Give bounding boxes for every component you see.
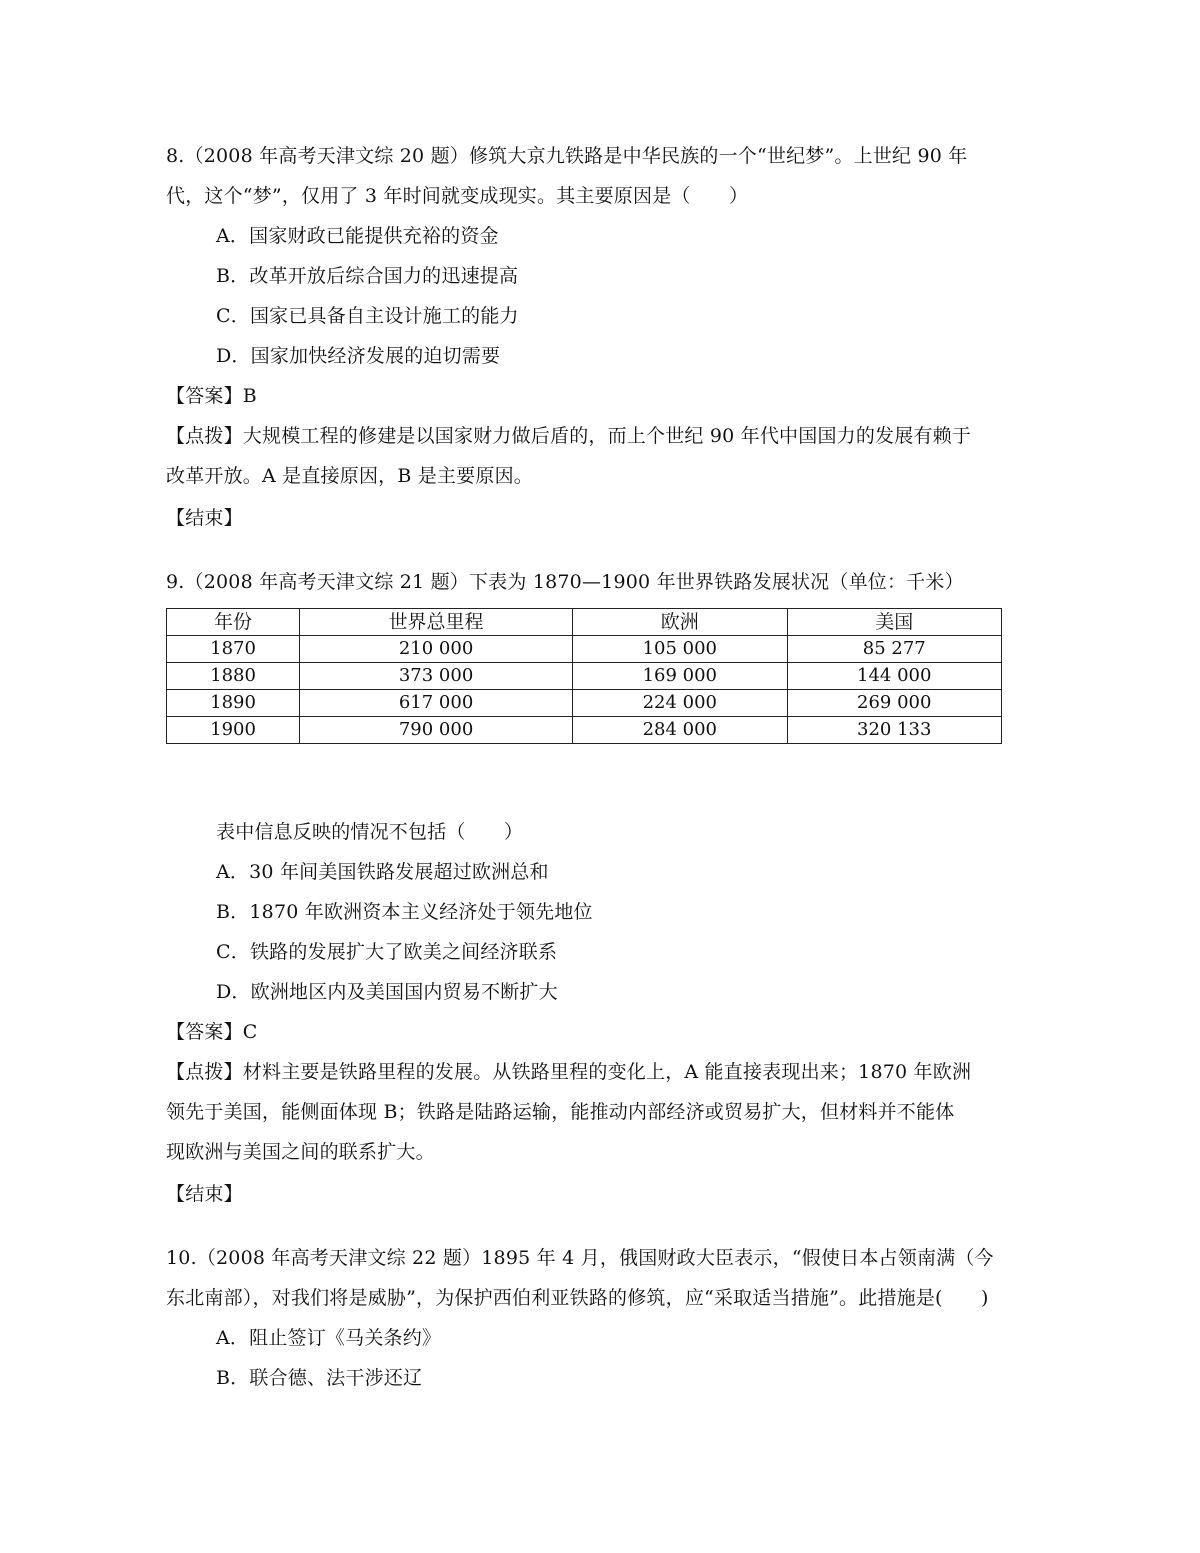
- table-cell: 1890: [167, 690, 300, 717]
- table-row: [167, 636, 1002, 663]
- q9-answer: 【答案】C: [166, 1021, 258, 1043]
- q9-hint-line3: 现欧洲与美国之间的联系扩大。: [166, 1141, 435, 1163]
- table-cell: 617 000: [300, 690, 573, 717]
- table-row: [167, 690, 1002, 717]
- q10-option-a: A．阻止签订《马关条约》: [216, 1327, 442, 1349]
- table-cell: 1900: [167, 717, 300, 744]
- q9-end: 【结束】: [166, 1183, 243, 1205]
- q8-option-b: B．改革开放后综合国力的迅速提高: [216, 265, 519, 287]
- q10-option-b: B．联合德、法干涉还辽: [216, 1367, 423, 1389]
- q8-option-c: C．国家已具备自主设计施工的能力: [216, 305, 519, 327]
- table-cell: 210 000: [300, 636, 573, 663]
- q8-option-d: D．国家加快经济发展的迫切需要: [216, 345, 501, 367]
- table-cell: 373 000: [300, 663, 573, 690]
- q9-option-c: C．铁路的发展扩大了欧美之间经济联系: [216, 941, 558, 963]
- q9-hint-line2: 领先于美国，能侧面体现 B；铁路是陆路运输，能推动内部经济或贸易扩大，但材料并不能体: [166, 1101, 955, 1123]
- table-cell: 105 000: [573, 636, 787, 663]
- table-cell: 224 000: [573, 690, 787, 717]
- q9-option-d: D．欧洲地区内及美国国内贸易不断扩大: [216, 981, 558, 1003]
- table-header-usa: 美国: [787, 609, 1001, 636]
- q9-option-a: A．30 年间美国铁路发展超过欧洲总和: [216, 861, 549, 883]
- railway-table: [166, 608, 1002, 744]
- q9-stem: 9.（2008 年高考天津文综 21 题）下表为 1870—1900 年世界铁路发展状况（单位：千米）: [166, 571, 964, 593]
- q9-question: 表中信息反映的情况不包括（ ）: [216, 821, 524, 843]
- q8-answer: 【答案】B: [166, 385, 257, 407]
- table-cell: 85 277: [787, 636, 1001, 663]
- table-row: [167, 717, 1002, 744]
- table-cell: 1880: [167, 663, 300, 690]
- table-row: [167, 663, 1002, 690]
- table-cell: 790 000: [300, 717, 573, 744]
- q9-hint-line1: 【点拨】材料主要是铁路里程的发展。从铁路里程的变化上，A 能直接表现出来；1870 年欧洲: [166, 1061, 972, 1083]
- table-cell: 169 000: [573, 663, 787, 690]
- table-header-world: 世界总里程: [300, 609, 573, 636]
- table-cell: 320 133: [787, 717, 1001, 744]
- q8-hint-line2: 改革开放。A 是直接原因，B 是主要原因。: [166, 465, 533, 487]
- q10-stem-line1: 10.（2008 年高考天津文综 22 题）1895 年 4 月，俄国财政大臣表示，“假使日本占领南满（今: [166, 1247, 994, 1269]
- q8-end: 【结束】: [166, 507, 243, 529]
- table-header-year: 年份: [167, 609, 300, 636]
- q10-stem-line2: 东北南部），对我们将是威胁”，为保护西伯利亚铁路的修筑，应“采取适当措施”。此措施是( ): [166, 1287, 989, 1309]
- table-header-row: [167, 609, 1002, 636]
- table-cell: 144 000: [787, 663, 1001, 690]
- table-cell: 269 000: [787, 690, 1001, 717]
- q8-stem-line1: 8.（2008 年高考天津文综 20 题）修筑大京九铁路是中华民族的一个“世纪梦”。上世纪 90 年: [166, 145, 968, 167]
- table-header-europe: 欧洲: [573, 609, 787, 636]
- table-cell: 284 000: [573, 717, 787, 744]
- q9-option-b: B．1870 年欧洲资本主义经济处于领先地位: [216, 901, 593, 923]
- q8-hint-line1: 【点拨】大规模工程的修建是以国家财力做后盾的，而上个世纪 90 年代中国国力的发展有赖于: [166, 425, 972, 447]
- table-cell: 1870: [167, 636, 300, 663]
- q8-option-a: A．国家财政已能提供充裕的资金: [216, 225, 499, 247]
- q8-stem-line2: 代，这个“梦”，仅用了 3 年时间就变成现实。其主要原因是（ ）: [166, 185, 749, 207]
